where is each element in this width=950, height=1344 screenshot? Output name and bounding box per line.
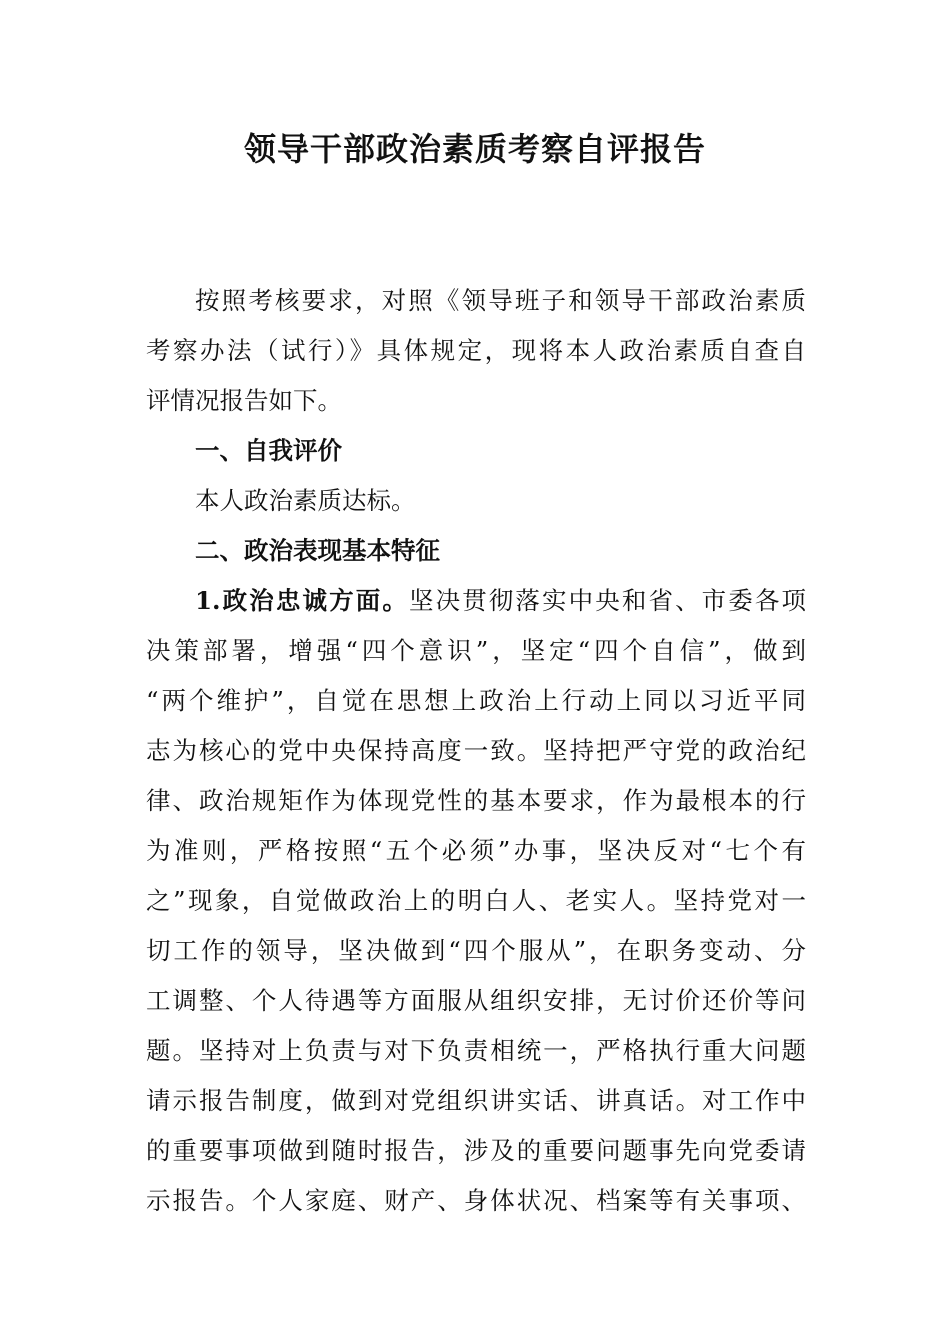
item1-line: 题。坚持对上负责与对下负责相统一，严格执行重大问题 [146,1036,806,1065]
item1-line: 切工作的领导，坚决做到“四个服从”，在职务变动、分 [146,936,806,965]
item1-first-line-text: 坚决贯彻落实中央和省、市委各项 [408,586,807,615]
item1-line: 工调整、个人待遇等方面服从组织安排，无讨价还价等问 [146,986,806,1015]
intro-line-2: 考察办法（试行）》具体规定，现将本人政治素质自查自 [146,336,806,365]
item1-label: 1.政治忠诚方面。 [195,586,409,615]
item1-line: 为准则，严格按照“五个必须”办事，坚决反对“七个有 [146,836,806,865]
item1-first-line [195,581,806,621]
item1-line: 之”现象，自觉做政治上的明白人、老实人。坚持党对一 [146,886,806,915]
self-evaluation-text: 本人政治素质达标。 [195,486,416,515]
section-heading-political-features: 二、政治表现基本特征 [195,536,440,565]
item1-line: 律、政治规矩作为体现党性的基本要求，作为最根本的行 [146,786,806,815]
item1-line: “两个维护”，自觉在思想上政治上行动上同以习近平同 [146,686,806,715]
item1-line: 的重要事项做到随时报告，涉及的重要问题事先向党委请 [146,1136,806,1165]
item1-line: 示报告。个人家庭、财产、身体状况、档案等有关事项、 [146,1186,806,1215]
section-heading-self-evaluation: 一、自我评价 [195,436,342,465]
item1-line: 志为核心的党中央保持高度一致。坚持把严守党的政治纪 [146,736,806,765]
item1-line: 决策部署，增强“四个意识”，坚定“四个自信”，做到 [146,636,806,665]
intro-line-3: 评情况报告如下。 [146,386,342,415]
item1-line: 请示报告制度，做到对党组织讲实话、讲真话。对工作中 [146,1086,806,1115]
document-title: 领导干部政治素质考察自评报告 [243,130,706,168]
intro-line-1: 按照考核要求，对照《领导班子和领导干部政治素质 [195,286,806,315]
